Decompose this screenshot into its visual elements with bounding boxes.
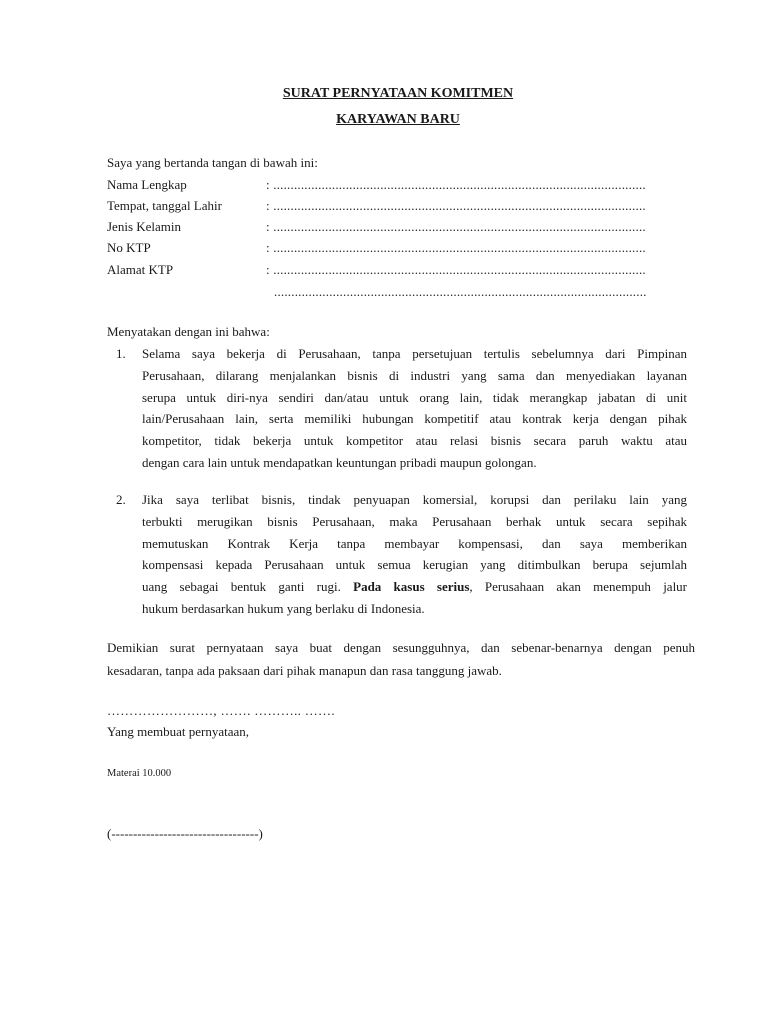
field-label-jenis-kelamin: Jenis Kelamin <box>107 219 182 234</box>
statement-intro: Menyatakan dengan ini bahwa: <box>107 324 270 339</box>
item-2-line-with-emphasis <box>142 579 687 601</box>
field-value-nama-lengkap: : ............................................................................................................ <box>266 177 646 192</box>
closing-line: Demikian surat pernyataan saya buat dengan sesungguhnya, dan sebenar-benarnya dengan penuh <box>107 640 695 655</box>
field-label-tempat-tanggal-lahir: Tempat, tanggal Lahir <box>107 198 222 213</box>
field-label-nama-lengkap: Nama Lengkap <box>107 177 187 192</box>
field-label-no-ktp: No KTP <box>107 240 151 255</box>
item-2-paragraph <box>142 492 687 623</box>
item-2-number: 2. <box>116 492 126 507</box>
intro-text: Saya yang bertanda tangan di bawah ini: <box>107 155 318 170</box>
item-2-line: Jika saya terlibat bisnis, tindak penyuapan komersial, korupsi dan perilaku lain yang <box>142 492 687 507</box>
document-title-line-2: KARYAWAN BARU <box>336 112 460 127</box>
item-1-line: lain/Perusahaan lain, serta memiliki hubungan kompetitif atau kontrak kerja dengan pihak <box>142 411 687 427</box>
item-1-line: serupa untuk diri-nya sendiri dan/atau untuk orang lain, tidak merangkap jabatan di unit <box>142 389 687 405</box>
item-1-line: Perusahaan, dilarang menjalankan bisnis di industri yang sama dan menyediakan layanan <box>142 367 687 383</box>
field-value-tempat-tanggal-lahir: : ............................................................................................................ <box>266 198 646 213</box>
field-value-alamat-ktp: : ............................................................................................................ <box>266 262 646 277</box>
item-2-line-5-before: uang sebagai bentuk ganti rugi. <box>142 579 354 595</box>
closing-line: kesadaran, tanpa ada paksaan dari pihak manapun dan rasa tanggung jawab. <box>107 663 502 678</box>
item-2-line: kompensasi kepada Perusahaan untuk semua kerugian yang ditimbulkan berupa sejumlah <box>142 557 687 573</box>
field-value-jenis-kelamin: : ............................................................................................................ <box>266 219 646 234</box>
field-value-alamat-ktp-continuation: ............................................................................................................ <box>274 284 647 299</box>
item-2-line: hukum berdasarkan hukum yang berlaku di Indonesia. <box>142 600 425 616</box>
place-date-placeholder: ……………………, ……. ……….. ……. <box>107 703 335 718</box>
emphasis-pada-kasus-serius: Pada kasus serius <box>353 579 470 595</box>
signatory-label: Yang membuat pernyataan, <box>107 724 250 739</box>
item-2-line: terbukti merugikan bisnis Perusahaan, maka Perusahaan berhak untuk secara sepihak <box>142 513 687 529</box>
document-title-line-1: SURAT PERNYATAAN KOMITMEN <box>282 86 514 101</box>
item-1-line: kompetitor, tidak bekerja untuk kompetitor atau relasi bisnis secara paruh waktu atau <box>142 433 687 449</box>
item-1-paragraph <box>142 346 687 477</box>
item-1-number: 1. <box>116 346 126 361</box>
item-1-line: dengan cara lain untuk mendapatkan keuntungan pribadi maupun golongan. <box>142 454 537 470</box>
closing-paragraph <box>107 640 695 686</box>
field-value-no-ktp: : ............................................................................................................ <box>266 240 646 255</box>
item-2-line: memutuskan Kontrak Kerja tanpa membayar kompensasi, dan saya memberikan <box>142 535 687 551</box>
stamp-note: Materai 10.000 <box>107 768 172 779</box>
item-2-line-5-after: , Perusahaan akan menempuh jalur <box>469 579 688 595</box>
signature-line: (----------------------------------) <box>107 826 263 841</box>
field-label-alamat-ktp: Alamat KTP <box>107 262 174 277</box>
item-1-line: Selama saya bekerja di Perusahaan, tanpa persetujuan tertulis sebelumnya dari Pimpinan <box>142 346 687 361</box>
